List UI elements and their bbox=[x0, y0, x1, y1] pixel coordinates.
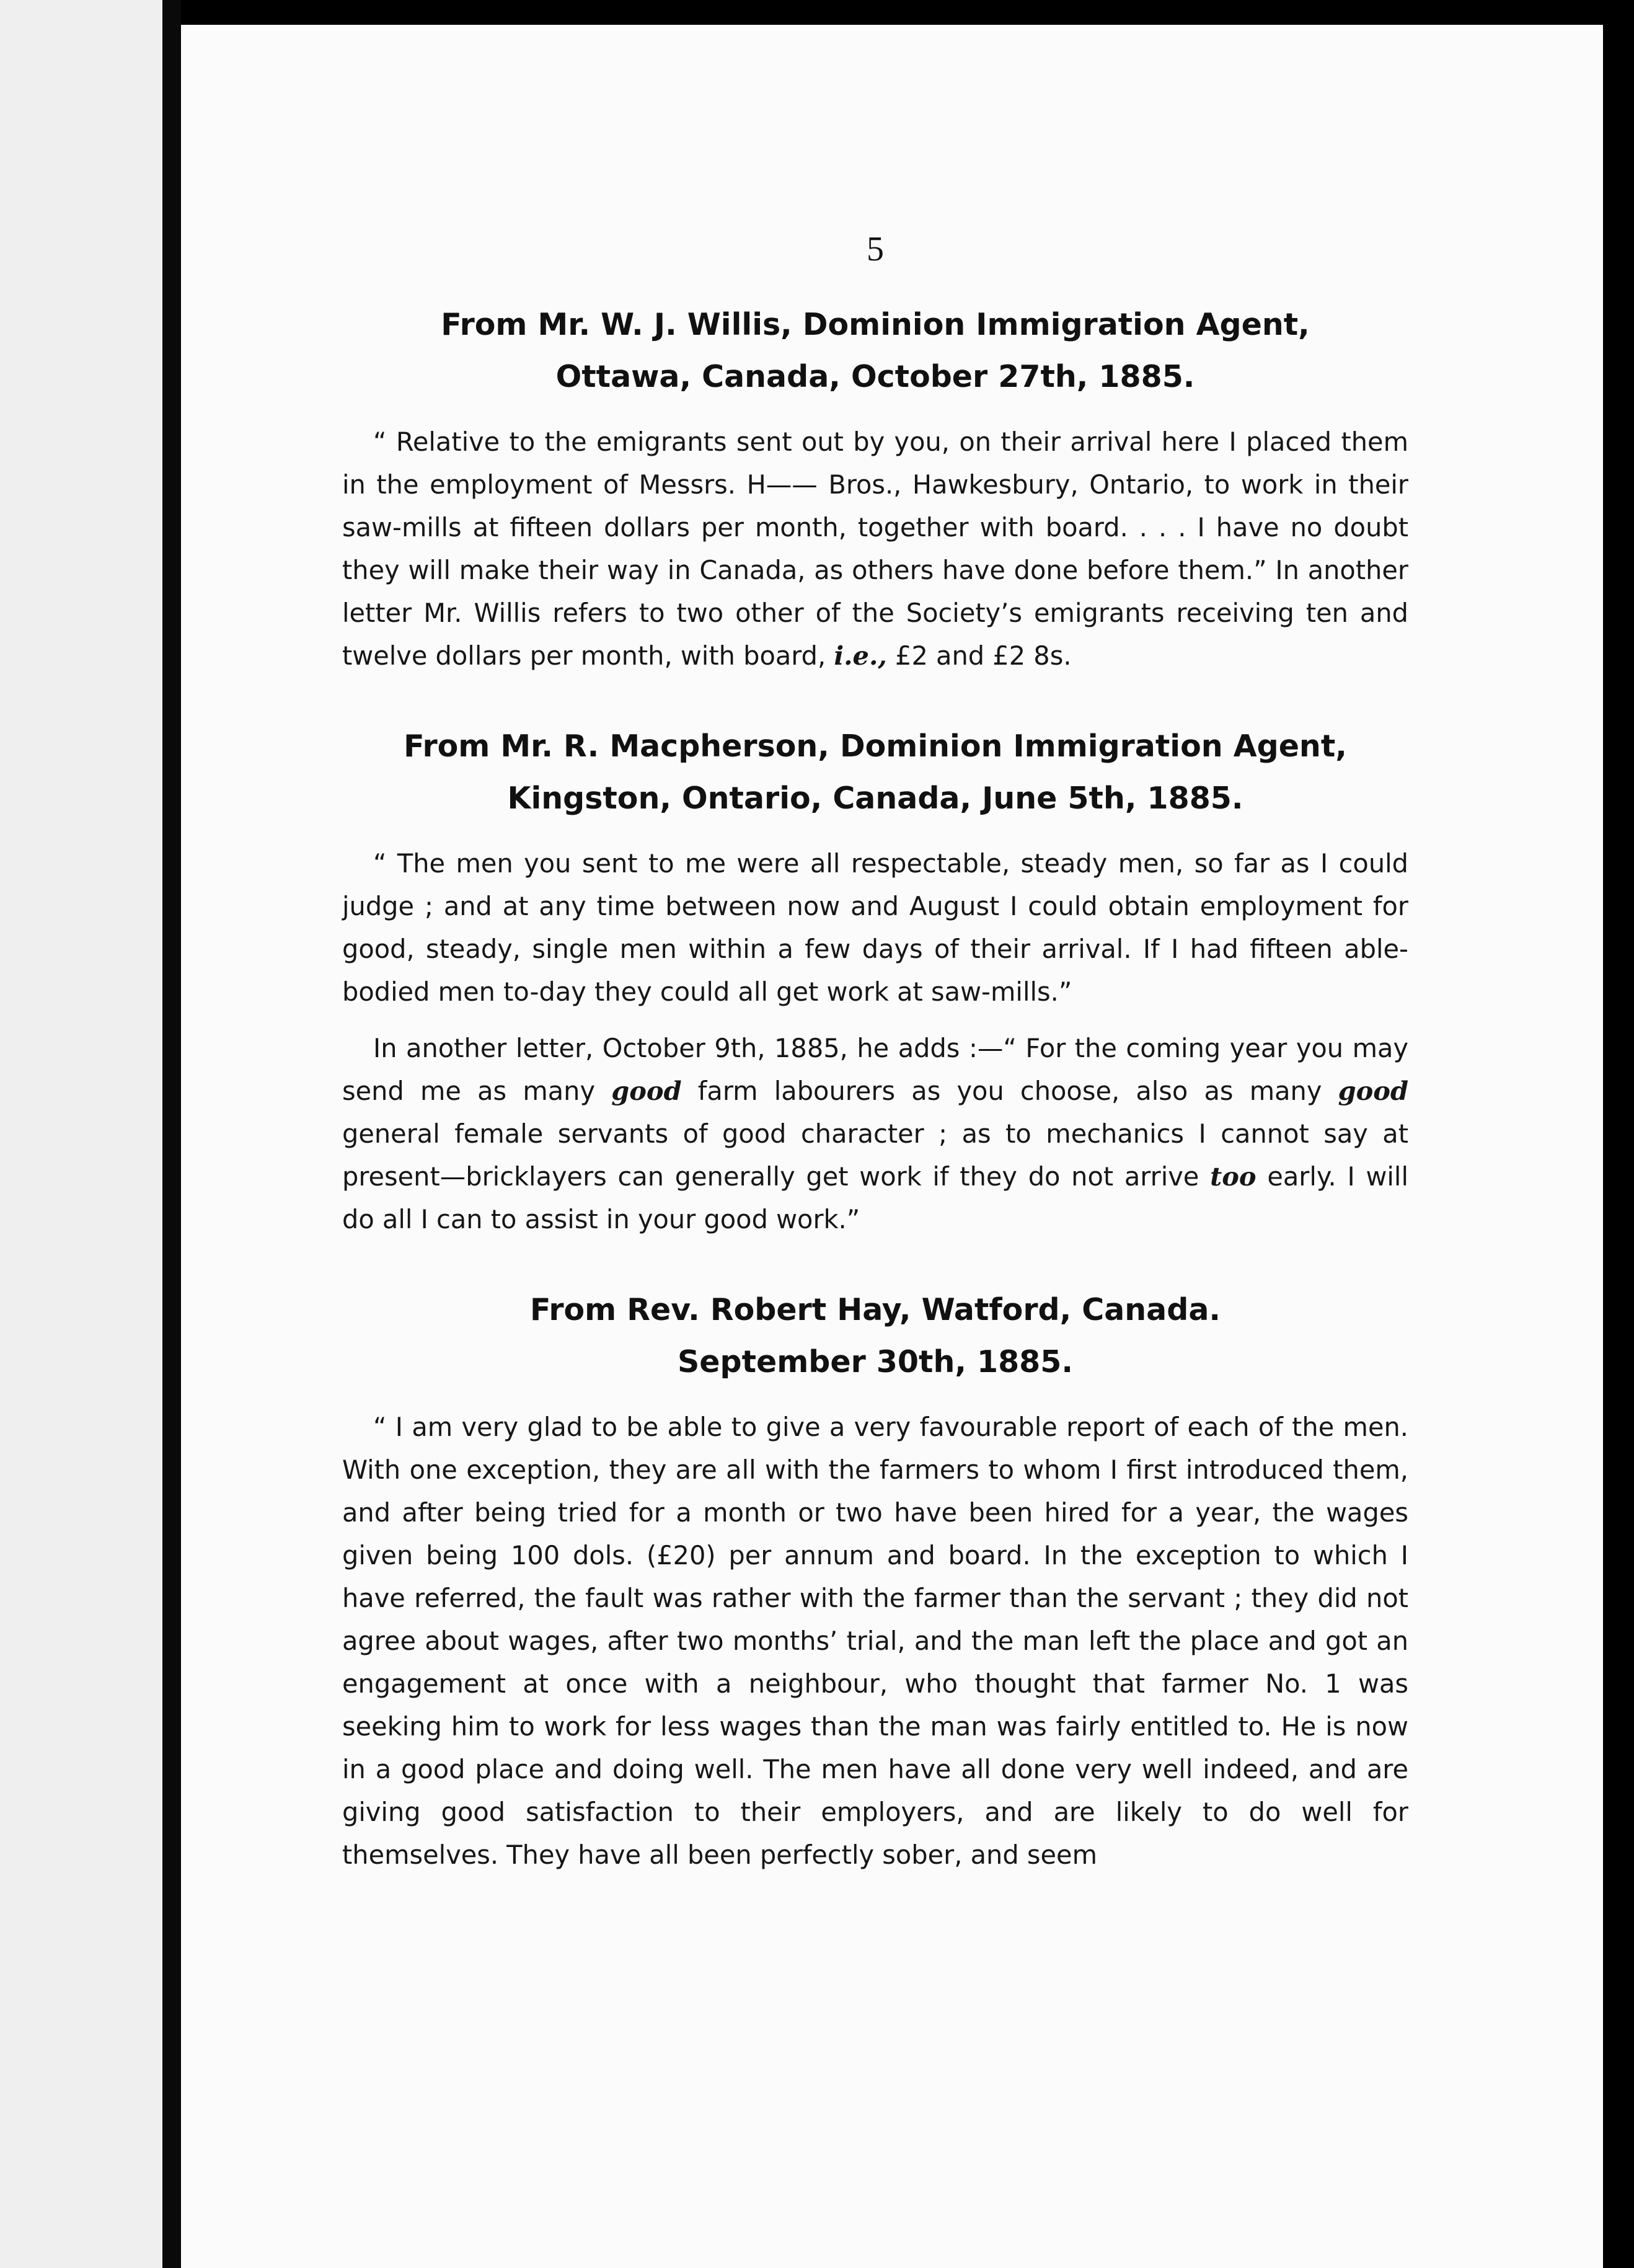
document-page bbox=[181, 25, 1603, 2268]
paragraph bbox=[342, 1027, 1408, 1241]
italic-run: good bbox=[611, 1076, 682, 1106]
paragraph bbox=[342, 420, 1408, 677]
heading-line: Ottawa, Canada, October 27th, 1885. bbox=[555, 359, 1195, 394]
italic-run: good bbox=[1338, 1076, 1408, 1106]
letter-hay bbox=[342, 1284, 1408, 1876]
section-heading bbox=[342, 299, 1408, 403]
letter-willis bbox=[342, 299, 1408, 677]
heading-line: Kingston, Ontario, Canada, June 5th, 1885. bbox=[507, 781, 1243, 816]
adjacent-page-edge bbox=[0, 0, 162, 2268]
heading-line: From Rev. Robert Hay, Watford, Canada. bbox=[529, 1292, 1221, 1327]
text-run: “ The men you sent to me were all respectable, steady men, so far as I could judge ; and at any time between now and August I could obtain employment for good, steady, single men within a few days of their arrival. If I had fifteen able-bodied men to-day they could all get work at saw-mills.” bbox=[342, 848, 1408, 1007]
section-heading bbox=[342, 720, 1408, 825]
text-run: “ Relative to the emigrants sent out by you, on their arrival here I placed them in the employment of Messrs. H—— Bros., Hawkesbury, Ontario, to work in their saw-mills at fifteen dollars per month, together with board. . . . I have no doubt they will make their way in Canada, as others have done before them.” In another letter Mr. Willis refers to two other of the Society’s emigrants receiving ten and twelve dollars per month, with board, bbox=[342, 427, 1408, 671]
italic-run: i.e., bbox=[834, 640, 887, 671]
letter-macpherson bbox=[342, 720, 1408, 1241]
italic-run: too bbox=[1210, 1161, 1256, 1192]
book-gutter bbox=[162, 0, 181, 2268]
heading-line: From Mr. W. J. Willis, Dominion Immigration Agent, bbox=[441, 307, 1310, 342]
page-number: 5 bbox=[867, 230, 884, 268]
paragraph bbox=[342, 1406, 1408, 1876]
section-heading bbox=[342, 1284, 1408, 1388]
page-content bbox=[342, 229, 1408, 1920]
heading-line: From Mr. R. Macpherson, Dominion Immigration Agent, bbox=[404, 729, 1347, 764]
text-run: general female servants of good character ; as to mechanics I cannot say at present—bricklayers can generally get work if they do not arrive bbox=[342, 1118, 1408, 1192]
text-run: In another letter, October 9th, 1885, he adds :—“ For the coming year you may send me as many bbox=[342, 1033, 1408, 1106]
text-run: “ I am very glad to be able to give a very favourable report of each of the men. With one exception, they are all with the farmers to whom I first introduced them, and after being tried for a month or two have been hired for a year, the wages given being 100 dols. (£20) per annum and board. In the exception to which I have referred, the fault was rather with the farmer than the servant ; they did not agree about wages, after two months’ trial, and the man left the place and got an engagement at once with a neighbour, who thought that farmer No. 1 was seeking him to work for less wages than the man was fairly entitled to. He is now in a good place and doing well. The men have all done very well indeed, and are giving good satisfaction to their employers, and are likely to do well for themselves. They have all been perfectly sober, and seem bbox=[342, 1412, 1408, 1870]
text-run: £2 and £2 8s. bbox=[886, 640, 1072, 671]
paragraph bbox=[342, 842, 1408, 1013]
scan-border bbox=[1603, 0, 1634, 2268]
heading-line: September 30th, 1885. bbox=[677, 1344, 1073, 1380]
text-run: early. I will do all I can to assist in your good work.” bbox=[342, 1161, 1408, 1234]
text-run: farm labourers as you choose, also as many bbox=[681, 1076, 1338, 1106]
